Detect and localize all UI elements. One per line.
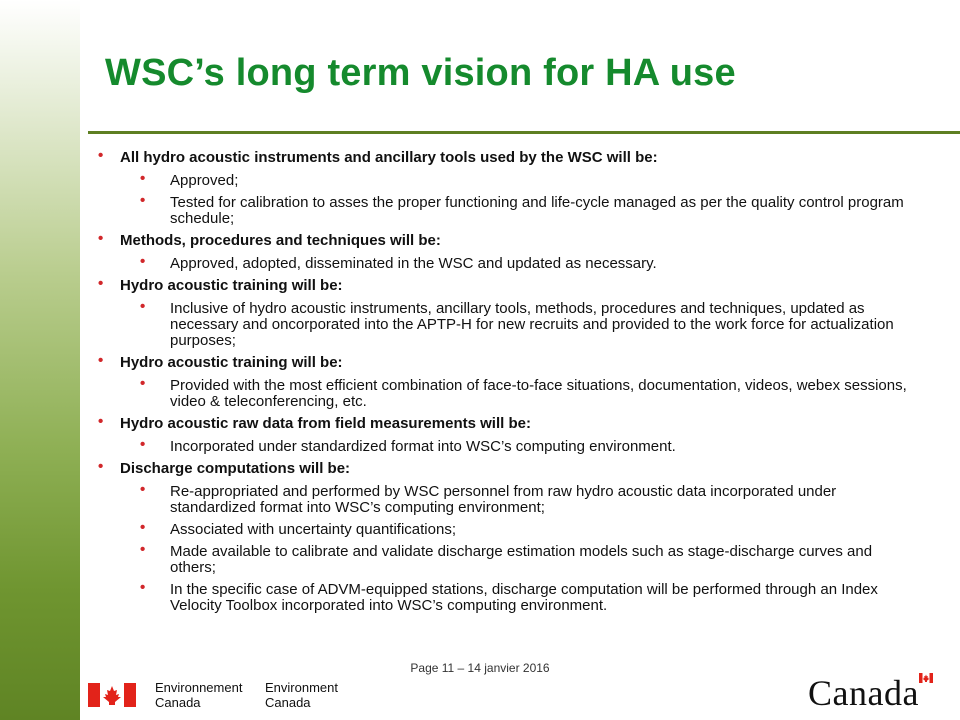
page-footer-label: Page 11 – 14 janvier 2016 [410, 661, 550, 675]
bullet-text: Hydro acoustic raw data from field measurements will be: [120, 415, 531, 432]
red-bullet-icon: • [98, 352, 104, 369]
sub-bullet-item [92, 541, 912, 576]
sub-bullet-item [92, 436, 912, 455]
red-bullet-icon: • [98, 413, 104, 430]
sub-bullet-item [92, 579, 912, 614]
department-en-line1: Environment [265, 680, 338, 695]
department-fr-line1: Environnement [155, 680, 243, 695]
red-bullet-icon: • [140, 375, 146, 392]
sub-bullet-item [92, 298, 912, 349]
bullet-item [92, 230, 912, 249]
sub-bullet-text: Provided with the most efficient combination of face-to-face situations, documentation, videos, webex sessions, video & teleconferencing, etc. [170, 377, 907, 410]
red-bullet-icon: • [140, 579, 146, 596]
bullet-item [92, 458, 912, 477]
sub-bullet-text: Re-appropriated and performed by WSC personnel from raw hydro acoustic data incorporated under standardized format into WSC’s computing environment; [170, 483, 837, 516]
title-divider [88, 131, 960, 134]
sub-bullet-text: Associated with uncertainty quantifications; [170, 521, 456, 538]
canada-wordmark: Canada [808, 673, 919, 713]
bullet-text: Hydro acoustic training will be: [120, 354, 343, 371]
red-bullet-icon: • [140, 481, 146, 498]
sub-bullet-item [92, 519, 912, 538]
red-bullet-icon: • [98, 230, 104, 247]
sub-bullet-item [92, 481, 912, 516]
bullet-item [92, 352, 912, 371]
sub-bullet-text: Inclusive of hydro acoustic instruments, ancillary tools, methods, procedures and techniques, updated as necessary and oncorporated into the APTP-H for new recruits and provided to the work force for actualization purposes; [170, 300, 894, 349]
red-bullet-icon: • [98, 147, 104, 164]
red-bullet-icon: • [140, 519, 146, 536]
side-gradient-bar [0, 0, 80, 720]
sub-bullet-item [92, 170, 912, 189]
department-en-line2: Canada [265, 695, 311, 710]
canada-wordmark-flag-icon [919, 673, 933, 683]
sub-bullet-item [92, 192, 912, 227]
sub-bullet-item [92, 375, 912, 410]
sub-bullet-text: In the specific case of ADVM-equipped stations, discharge computation will be performed through an Index Velocity Toolbox incorporated into WSC’s computing environment. [170, 581, 878, 614]
bullet-item [92, 275, 912, 294]
sub-bullet-text: Approved; [170, 172, 239, 189]
slide-title: WSC’s long term vision for HA use [105, 52, 736, 94]
sub-bullet-item [92, 253, 912, 272]
red-bullet-icon: • [140, 253, 146, 270]
slide-content [92, 147, 912, 620]
red-bullet-icon: • [98, 458, 104, 475]
sub-bullet-text: Made available to calibrate and validate discharge estimation models such as stage-discharge curves and others; [170, 543, 873, 576]
bullet-text: All hydro acoustic instruments and ancillary tools used by the WSC will be: [120, 149, 658, 166]
bullet-text: Hydro acoustic training will be: [120, 277, 343, 294]
red-bullet-icon: • [140, 436, 146, 453]
department-fr-line2: Canada [155, 695, 201, 710]
bullet-item [92, 147, 912, 166]
red-bullet-icon: • [140, 541, 146, 558]
sub-bullet-text: Incorporated under standardized format into WSC’s computing environment. [170, 438, 676, 455]
red-bullet-icon: • [140, 192, 146, 209]
bullet-text: Methods, procedures and techniques will be: [120, 232, 441, 249]
sub-bullet-text: Tested for calibration to asses the proper functioning and life-cycle managed as per the quality control program schedule; [170, 194, 904, 227]
red-bullet-icon: • [98, 275, 104, 292]
red-bullet-icon: • [140, 170, 146, 187]
canada-flag-icon [88, 683, 136, 707]
department-name-fr [155, 680, 242, 710]
sub-bullet-text: Approved, adopted, disseminated in the WSC and updated as necessary. [170, 255, 657, 272]
bullet-item [92, 413, 912, 432]
bullet-text: Discharge computations will be: [120, 460, 351, 477]
department-name-en [265, 680, 338, 710]
red-bullet-icon: • [140, 298, 146, 315]
